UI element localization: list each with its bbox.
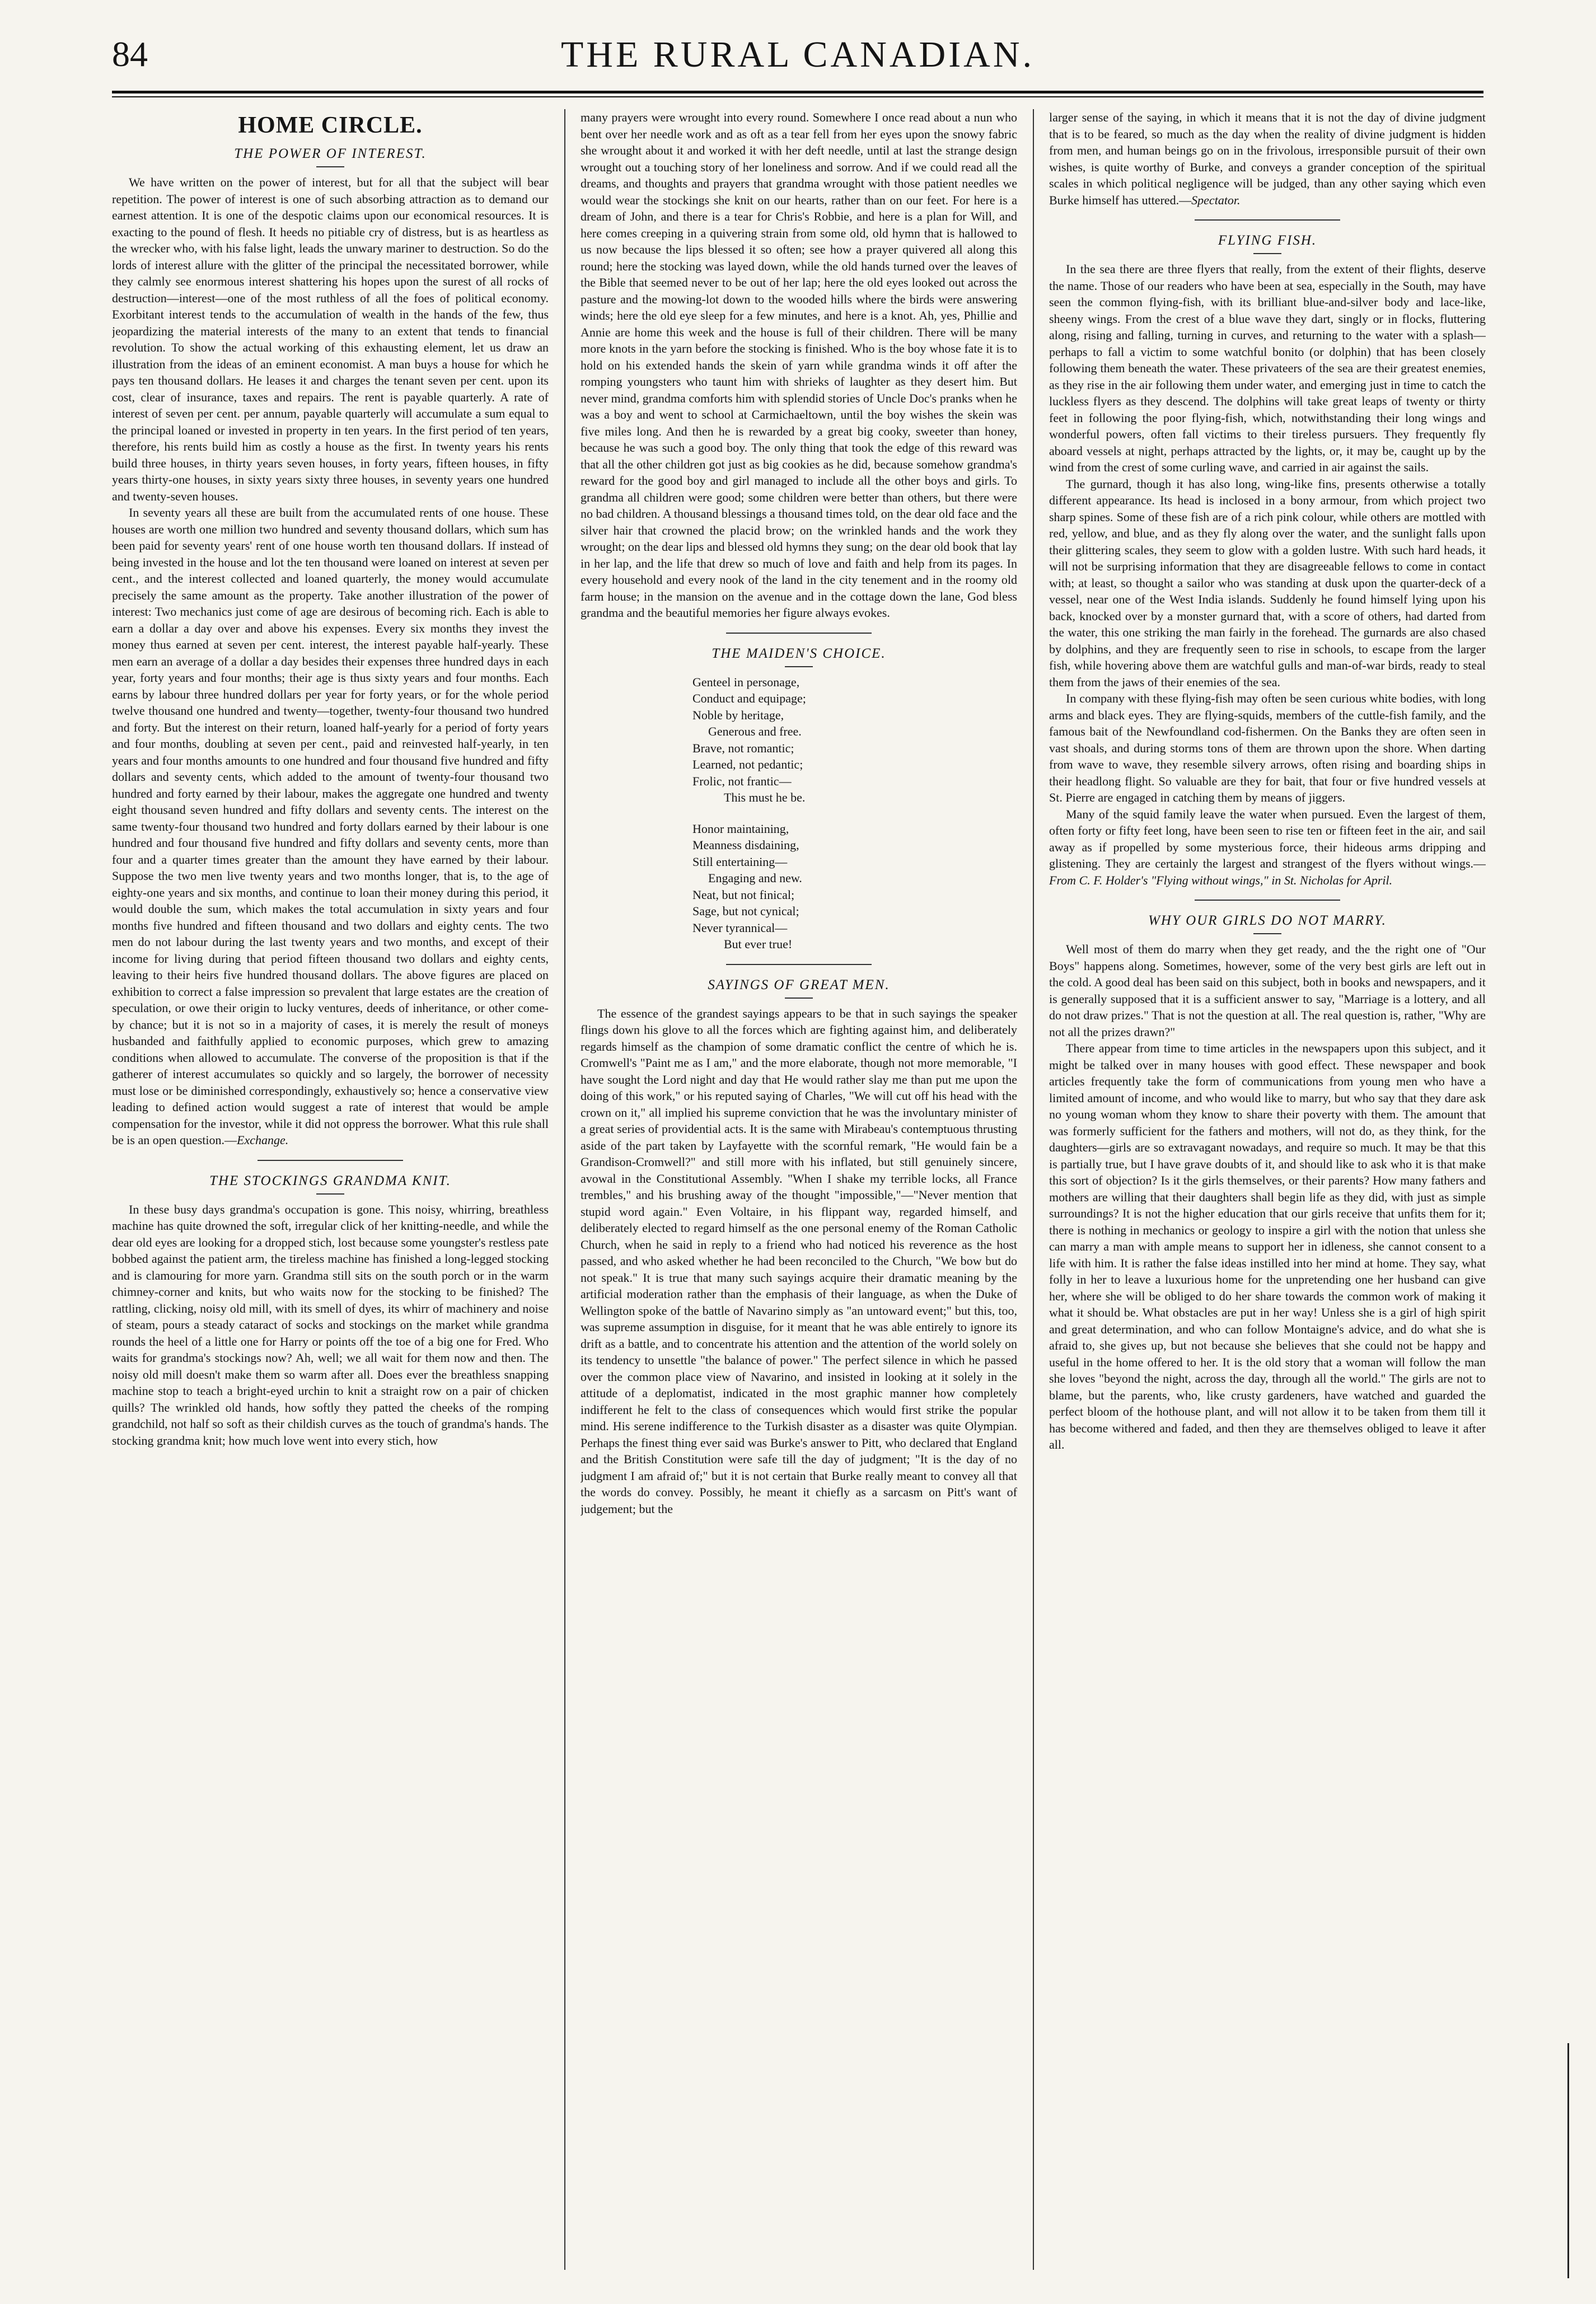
section-divider [258, 1160, 403, 1161]
article-title-maidens-choice: THE MAIDEN'S CHOICE. [712, 645, 886, 661]
poem-line: Learned, not pedantic; [692, 757, 803, 771]
title-rule [1253, 253, 1281, 254]
poem-line: Neat, but not finical; [692, 887, 795, 902]
masthead-title: THE RURAL CANADIAN. [560, 34, 1035, 75]
poem-line: Still entertaining— [692, 854, 788, 869]
article-paragraph: There appear from time to time articles in the newspapers upon this subject, and it might be talked over in many houses with good effect. These newspaper and book articles frequently take the form of communications from young men who have a limited amount of income, and who would like to marry, but who say that they dare ask no young woman whom they know to share their poverty with them. The amount that was formerly sufficient for the fathers and mothers, will not do, as they think, for the daughters—girls are so extravagant nowadays, and require so much. It may be that this is partially true, but I have grave doubts of it, and should like to ask who it is that make this sort of objection? Is it the girls themselves, or their parents? How many fathers and mothers are willing that their daughters shall begin life as they did, with just as simple surroundings? It is not the higher education that our girls receive that unfits them for it; there is nothing in mechanics or geology to inspire a girl with the notion that unless she can marry a man with ample means to support her in idleness, she cannot consent to a life with him. It is rather the false ideas instilled into her mind at home. They say, what folly in her to leave a luxurious home for the unpretending one her husband can give her, where she will be obliged to do her share towards the common work of making it what it should be. What obstacles are put in her way! Unless she is a girl of high spirit and great determination, and who can follow Montaigne's advice, and do what she is afraid to, she gives up, but not because she believes that she could not be happy and useful in the home offered to her. It is the old story that a woman will follow the man she loves "beyond the night, across the day, through all the world." The girls are not to blame, but the parents, who, like crusty gardeners, have watched and guarded the perfect bloom of the hothouse plant, and will not allow it to be taken from them till it has become withered and faded, and then they are themselves obliged to leave it after all. [1049, 1041, 1486, 1451]
poem-line: Brave, not romantic; [692, 741, 794, 755]
title-rule [785, 998, 813, 999]
section-divider [726, 964, 872, 965]
article-paragraph [1049, 806, 1486, 889]
column-1 [112, 109, 549, 2270]
title-rule [1253, 933, 1281, 934]
article-title-flying-fish: FLYING FISH. [1218, 233, 1317, 248]
paragraph-text: larger sense of the saying, in which it means that it is not the day of divine judgment that is to be feared, so much as the day when the reality of divine judgment is hidden from men, and human beings go on in the frivolous, irresponsible pursuit of their own wishes, is quite worthy of Burke, and conveys a grander conception of the spiritual scales in which political negligence will be judged, than any other saying which even Burke himself has uttered.— [1049, 110, 1486, 207]
section-divider [726, 633, 872, 634]
title-rule [316, 1193, 344, 1195]
header-rule-thick [112, 91, 1483, 93]
poem-line: This must he be. [724, 790, 806, 804]
section-heading-home-circle: HOME CIRCLE. [238, 113, 423, 138]
margin-mark [1567, 2043, 1569, 2278]
title-rule [785, 666, 813, 667]
column-divider [564, 109, 565, 2270]
article-paragraph: Well most of them do marry when they get ready, and the the right one of "Our Boys" happens along. Sometimes, however, some of the very best girls are left out in the cold. A good deal has been said on this subject, both in books and newspapers, and it is generally supposed that it is a sufficient answer to say, "Marriage is a lottery, and all do not draw prizes." That is not the question at all. The real question is, rather, "Why are not all the prizes drawn?" [1049, 942, 1486, 1039]
page-header [112, 34, 1483, 84]
poem-line: Conduct and equipage; [692, 691, 806, 705]
column-2 [581, 109, 1017, 2270]
poem-line: Genteel in personage, [692, 675, 800, 689]
poem-line: Generous and free. [708, 724, 802, 738]
article-paragraph: In the sea there are three flyers that really, from the extent of their flights, deserve the name. Those of our readers who have been at sea, especially in the South, may have seen the common flying-fish, with its brilliant blue-and-silver body and lace-like, sheeny wings. From the crest of a blue wave they dart, singly or in flocks, fluttering along, rising and falling, turning in curves, and returning to the water with a splash—perhaps to fall a victim to some watchful bonito (or dolphin) that has been closely following them beneath the water. These privateers of the sea are their greatest enemies, as they rise in the air following them under water, and emerging just in time to catch the luckless flyers as they descend. The dolphins will take great leaps of twenty or thirty feet in following the poor flying-fish, which, notwithstanding their long wings and wonderful powers, often fall victims to their tireless pursuers. They frequently fly aboard vessels at night, perhaps attracted by the lights, or, it may be, caught up by the wind from the crest of some curling wave, and carried in air against the sails. [1049, 262, 1486, 474]
article-paragraph-continued: many prayers were wrought into every round. Somewhere I once read about a nun who bent over her needle work and as oft as a tear fell from her eyes upon the snowy fabric she wrought about it and worked it with her deft needle, until at last the strange design wrought out a touching story of her loneliness and sorrow. And if we could read all the dreams, and thoughts and prayers that grandma wrought with those patient needles we would wear the stockings she knit on our hearts, rather than on our feet. For here is a dream of John, and there is a tear for Chris's Robbie, and here is a plan for Will, and here comes creeping in a quivering strain from some old, old hymn that is hallowed to us now because the lips blessed it so often; see how a prayer quivered all along this round; here the stocking was layed down, while the old hands turned over the leaves of the Bible that seemed never to be out of her lap; here the old eyes looked out across the pasture and the mowing-lot down to the wooded hills where the birds were answering winds; here the old eye sleep for a few minutes, and here is a knot. Ah, yes, Phillie and Annie are home this week and the house is full of their children. There will be many more knots in the yarn before the stocking is finished. Who is the boy whose fate it is to hold on his extended hands the skein of yarn while grandma winds it off after the romping youngsters who taunt him with shrieks of laughter as they desert him. But never mind, grandma comforts him with splendid stories of Uncle Doc's pranks when he was a boy and went to school at Carmichaeltown, until the boy wishes the skein was five miles long. And then he is rewarded by a great big cooky, sweeter than honey, because he was such a good boy. The only thing that took the edge of this reward was that all the other children got just as big cookies as he did, because somehow grandma's reward for the good boy and girl managed to include all the other boys and girls. To grandma all children were good; some children were better than others, but there were no bad children. A thousand blessings a thousand times told, on the dear old face and the silver hair that crowned the placid brow; on the wrinkled hands and the work they wrought; on the dear lips and blessed old hymns they sung; on the dear old book that lay in her lap, and the life that drew so much of love and faith and help from its pages. In every household and every nook of the land in the city tenement and in the roomy old farm house; in the mansion on the avenue and in the cottage down the lane, God bless grandma and the beautiful memories her figure always evokes. [581, 110, 1017, 620]
article-paragraph [112, 504, 549, 1149]
header-rule-thin [112, 96, 1483, 97]
article-paragraph: The gurnard, though it has also long, wing-like fins, presents otherwise a totally different appearance. Its head is inclosed in a bony armour, from which project two sharp spines. Some of these fish are of a rich pink colour, while others are mottled with red, yellow, and blue, and as they fly along over the water, and the sunlight falls upon their glittering scales, they seem to glow with a golden lustre. With such hard heads, it will not be surprising information that they are disagreeable fellows to come in contact with; at least, so thought a sailor who was standing at dusk upon the quarter-deck of a vessel, near one of the West India islands. Suddenly he found himself lying upon his back, knocked over by a monster gurnard that, with a score of others, had darted from the water, this one striking the man fairly in the forehead. The gurnards are also chased by dolphins, and they are frequently seen to rise in schools, to escape from the larger fish, while hovering above them are watchful gulls and man-of-war birds, ready to steal them from the jaws of their enemies of the sea. [1049, 476, 1486, 689]
poem-line: But ever true! [724, 937, 793, 951]
column-3 [1049, 109, 1486, 2270]
article-paragraph: The essence of the grandest sayings appears to be that in such sayings the speaker flings down his glove to all the forces which are fighting against him, and deliberately regards himself as the champion of some dramatic conflict the centre of which he is. Cromwell's "Paint me as I am," and the more elaborate, though not more memorable, "I have sought the Lord night and day that He would rather slay me than put me upon the doing of this work," or his reputed saying of Charles, "We will cut off his head with the crown on it," all implied his supreme conviction that he was the involuntary minister of a great series of providential acts. It is the same with Mirabeau's contemptuous thrusting aside of the part taken by Layfayette with the scornful remark, "He would fain be a Grandison-Cromwell?" and still more with his inflated, but still genuinely sincere, avowal in the Constitutional Assembly. "When I shake my terrible locks, all France trembles," and his brushing away of the thought "impossible,"—"Never mention that stupid word again." Even Voltaire, in his flippant way, regarded himself, and deliberately elected to regard himself as the one personal enemy of the Roman Catholic Church, when he said in reply to a friend who had noticed his reverence as the host passed, and who asked whether he had been reconciled to the Church, "We bow but do not speak." It is true that many such sayings acquire their dramatic meaning by the artificial moderation rather than the emphasis of their language, as when the Duke of Wellington spoke of the battle of Navarino simply as "an untoward event;" but this, too, was supreme assumption in disguise, for it meant that he was able entirely to ignore its drift as a battle, and to concentrate his attention and the attention of the world solely on its tendency to unsettle "the balance of power." The perfect silence in which he passed over the common place view of Navarino, and insisted in looking at it solely in the attitude of a deplomatist, indicated in the most graphic manner how completely indifferent he felt to the class of consequences which would first strike the popular mind. His serene indifference to the Turkish disaster as a disaster was quite Olympian. Perhaps the finest thing ever said was Burke's answer to Pitt, who declared that England and the British Constitution were safe till the day of judgment; "It is the day of no judgment I am afraid of;" but it is not certain that Burke really meant to convey all that the words do convey. Possibly, he meant it chiefly as a sarcasm on Pitt's want of judgement; but the [581, 1006, 1017, 1516]
section-divider [1195, 900, 1340, 901]
article-title-stockings-grandma-knit: THE STOCKINGS GRANDMA KNIT. [209, 1173, 451, 1188]
paragraph-text: In seventy years all these are built from the accumulated rents of one house. These houses are worth one million two hundred and seventy thousand dollars, which sum has been paid for seventy years' rent of one house worth ten thousand dollars. If instead of being invested in the house and lot the ten thousand were loaned on interest at seven per cent., and the interest collected and loaned quarterly, the money would accumulate precisely the same amount as the property. Take another illustration of the power of interest: Two mechanics just come of age are desirous of becoming rich. Each is able to earn a dollar a day over and above his expenses. Every six months they invest the money thus earned at seven per cent. interest, the interest payable half-yearly. These men earn an average of a dollar a day besides their expenses three hundred days in each year, forty years and four months; their age is thus sixty years and four months. Each earns by labour three hundred dollars per year for forty years, or for the whole period twelve thousand one hundred and twenty—together, twenty-four thousand two hundred and forty. But the interest on their return, loaned half-yearly for a period of forty years and four months, doubling at seven per cent., paid and reinvested half-yearly, in ten years and four months amounts to one hundred and four thousand five hundred and fifty dollars and seventy cents, which added to the amount of twenty-four thousand two hundred and forty earned by their labour, makes the aggregate one hundred and twenty eight thousand seven hundred and fifty dollars and seventy cents. The interest on the same twenty-four thousand two hundred and forty dollars earned by their labour is one hundred and four thousand five hundred and fifty dollars and seventy cents, more than four and a quarter times greater than the amount they have earned by their labour. Suppose the two men live twenty years and two months longer, that is, to the age of eighty-one years and six months, and continue to loan their money during this period, it would double the sum, which makes the total accumulation in sixty years and four months five hundred and fifteen thousand and two dollars and eighty cents. The two men do not labour during the last twenty years and two months, and except of their income for living during that period fifteen thousand two dollars and eighty cents, leaving to their heirs five hundred thousand dollars. The above figures are placed on exhibition to correct a false impression so prevalent that large estates are the creation of speculation, or owe their origin to lucky ventures, deeds of inheritance, or other come-by chance; but it is not so in a majority of cases, it is merely the result of moneys husbanded and faithfully applied to economic purposes, which grew to amazing conditions when allowed to accumulate. The converse of the proposition is that if the gatherer of interest accumulates so quickly and so largely, the borrower of necessity must lose or be diminished correspondingly, exhaustively so; hence a conservative view leading to defined action would suggest a rate of interest that would be ample compensation for the investor, while it did not oppress the borrower. What this rule shall be is an open question.— [112, 505, 549, 1147]
poem-line: Honor maintaining, [692, 821, 789, 836]
article-paragraph: In company with these flying-fish may often be seen curious white bodies, with long arms and black eyes. They are flying-squids, members of the cuttle-fish family, and the famous bait of the Newfoundland cod-fishermen. On the Banks they are often seen in vast shoals, and during storms tons of them are thrown upon the shore. When darting from wave to wave, they resemble silvery arrows, often rising and boarding ships in their headlong flight. So valuable are they for bait, that four or five hundred vessels at St. Pierre are engaged in catching them by means of jiggers. [1049, 691, 1486, 804]
article-title-sayings-of-great-men: SAYINGS OF GREAT MEN. [708, 977, 890, 992]
attribution: Spectator. [1191, 193, 1241, 207]
poem-line: Frolic, not frantic— [692, 774, 792, 788]
article-title-power-of-interest: THE POWER OF INTEREST. [234, 146, 427, 161]
section-divider [1195, 219, 1340, 221]
page-number: 84 [112, 34, 148, 74]
poem-line: Meanness disdaining, [692, 838, 799, 852]
attribution: Exchange. [237, 1133, 289, 1147]
column-divider [1033, 109, 1034, 2270]
attribution: From C. F. Holder's "Flying without wings," in St. Nicholas for April. [1049, 873, 1393, 887]
article-title-why-our-girls-do-not-marry: WHY OUR GIRLS DO NOT MARRY. [1148, 913, 1387, 928]
poem-line: Sage, but not cynical; [692, 904, 799, 918]
title-rule [316, 166, 344, 167]
paragraph-text: Many of the squid family leave the water when pursued. Even the largest of them, often forty or fifty feet long, have been seen to rise ten or fifteen feet in the air, and sail away as if propelled by some mysterious force, their hideous arms dripping and glistening. They are certainly the largest and strangest of the flyers without wings.— [1049, 807, 1486, 870]
article-paragraph-continued [1049, 109, 1486, 208]
stanza-break [692, 806, 1017, 821]
article-paragraph: We have written on the power of interest, but for all that the subject will bear repetition. The power of interest is one of such absorbing attraction as to demand our earnest attention. It is one of the despotic claims upon our economical resources. It is exacting to the pound of flesh. It heeds no pitiable cry of distress, but is as heartless as the wrecker who, with his false light, leads the unwary mariner to destruction. So do the lords of interest allure with the glitter of the principal the necessitated borrower, while they calmly see enormous interest shattering his hopes upon the surest of all rocks of destruction—interest—one of the most ruthless of all the foes of political economy. Exorbitant interest tends to the accumulation of wealth in the hands of the few, thus jeopardizing the material interests of the many to an extent that tends to financial revolution. To show the actual working of this exhausting element, let us draw an illustration from the ideas of an eminent economist. A man buys a house for which he pays ten thousand dollars. He leases it and charges the tenant seven per cent. upon its cost, clear of insurance, taxes and repairs. The rent is payable quarterly. A rate of interest of seven per cent. per annum, payable quarterly will accumulate a sum equal to the principal loaned or invested in property in ten years. In the first period of ten years, therefore, his rents build him as costly a house as the first. In twenty years his rents build three houses, in thirty years seven houses, in forty years, fifteen houses, in fifty years thirty-one houses, in sixty years sixty three houses, in seventy years one hundred and twenty-seven houses. [112, 175, 549, 503]
poem-line: Engaging and new. [708, 871, 802, 885]
poem-line: Never tyrannical— [692, 920, 788, 935]
article-paragraph: In these busy days grandma's occupation is gone. This noisy, whirring, breathless machine has quite drowned the soft, irregular click of her knitting-needle, and while the dear old eyes are looking for a dropped stich, lost because some youngster's restless pate bobbed against the patient arm, the tireless machine has finished a long-legged stocking and is clamouring for more yarn. Grandma still sits on the south porch or in the warm chimney-corner and knits, but who waits now for the stocking to be finished? The rattling, clicking, noisy old mill, with its smell of dyes, its whirr of machinery and noise of steam, pours a steady cataract of socks and stockings on the market while grandma rounds the heel of a little one for Harry or points off the toe of a big one for Fred. Who waits for grandma's stockings now? Ah, well; we all wait for them now and then. The noisy old mill doesn't make them so warm after all. Does ever the breathless snapping machine stop to teach a bright-eyed urchin to knit a straight row on a pair of chicken quills? The wrinkled old hands, how softly they patted the cheeks of the romping grandchild, not half so soft as their childish curves as the touch of grandma's hands. The stocking grandma knit; how much love went into every stich, how [112, 1202, 549, 1448]
poem-line: Noble by heritage, [692, 708, 784, 722]
poem [581, 674, 1017, 953]
